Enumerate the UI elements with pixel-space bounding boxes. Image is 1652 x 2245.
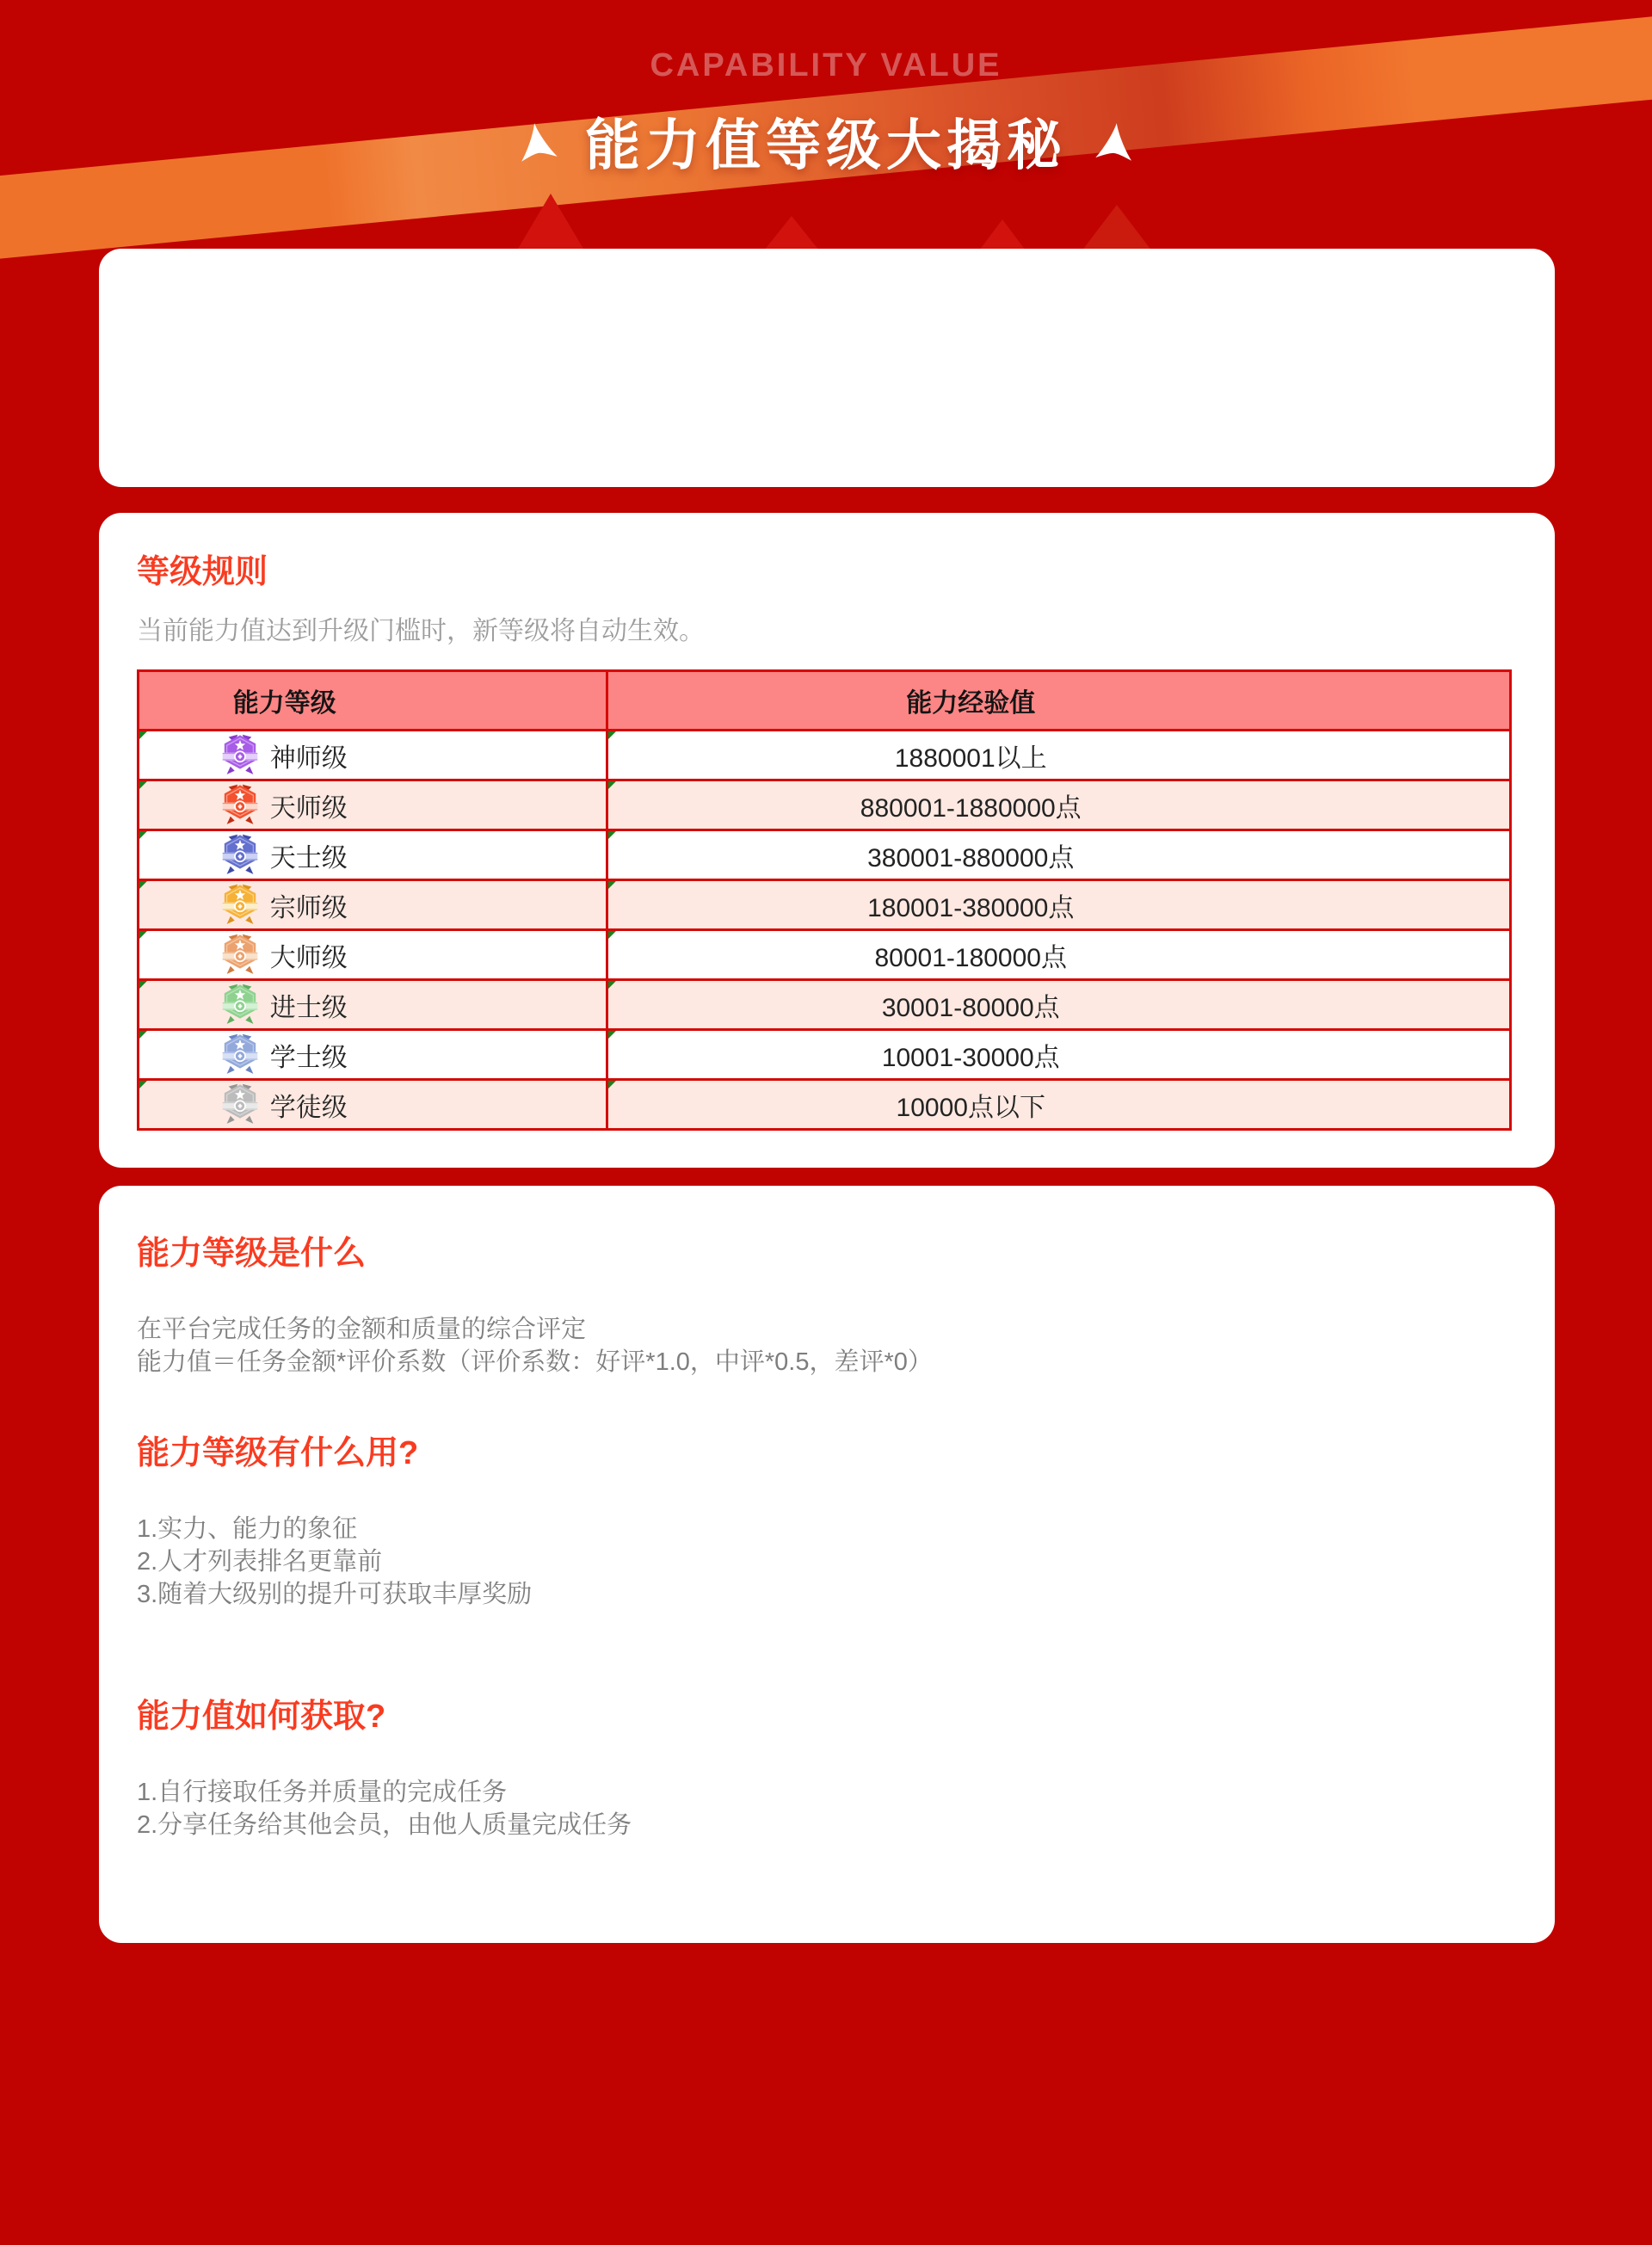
badge-level-bronze-icon <box>222 934 258 976</box>
rules-card <box>99 513 1555 1168</box>
table-row <box>139 880 1511 930</box>
paper-plane-icon <box>1091 118 1139 164</box>
level-cell <box>139 980 607 1030</box>
rules-description: 当前能力值达到升级门槛时，新等级将自动生效。 <box>137 617 705 645</box>
rules-heading: 等级规则 <box>137 554 268 590</box>
level-cell <box>139 1030 607 1080</box>
level-cell <box>139 731 607 780</box>
info-sections <box>99 1186 1555 1841</box>
badge-level-purple-icon <box>222 734 258 776</box>
info-heading: 能力值如何获取? <box>137 1699 386 1735</box>
banner-eyebrow: CAPABILITY VALUE <box>650 47 1002 83</box>
level-cell <box>139 930 607 980</box>
info-heading: 能力等级是什么 <box>137 1236 367 1272</box>
level-range: 380001-880000点 <box>607 830 1511 880</box>
banner-title-row <box>0 102 1652 181</box>
level-table-body <box>139 731 1511 1130</box>
info-section <box>137 1234 1503 1378</box>
badge-level-gold-icon <box>222 884 258 926</box>
level-name: 天师级 <box>269 793 348 823</box>
badge-level-red-icon <box>222 784 258 826</box>
level-table-header-row <box>139 671 1511 731</box>
column-header-level: 能力等级 <box>139 671 607 731</box>
banner <box>0 0 1652 258</box>
info-line: 2.人才列表排名更靠前 <box>137 1548 383 1576</box>
level-name: 进士级 <box>269 993 348 1022</box>
level-cell <box>139 880 607 930</box>
info-lines <box>137 1313 1503 1378</box>
table-row <box>139 1030 1511 1080</box>
level-name: 学士级 <box>269 1043 348 1072</box>
table-row <box>139 980 1511 1030</box>
info-line: 1.实力、能力的象征 <box>137 1515 358 1543</box>
level-cell <box>139 1080 607 1130</box>
level-table <box>137 669 1512 1131</box>
table-row <box>139 1080 1511 1130</box>
info-lines <box>137 1776 1503 1841</box>
badge-level-blue-icon <box>222 834 258 876</box>
level-cell <box>139 830 607 880</box>
level-name: 学徒级 <box>269 1093 348 1122</box>
level-name: 神师级 <box>269 743 348 773</box>
paper-plane-icon <box>512 117 562 166</box>
level-range: 10000点以下 <box>607 1080 1511 1130</box>
level-range: 180001-380000点 <box>607 880 1511 930</box>
level-name: 天士级 <box>269 843 348 873</box>
info-line: 在平台完成任务的金额和质量的综合评定 <box>137 1316 587 1343</box>
level-range: 1880001以上 <box>607 731 1511 780</box>
info-line: 1.自行接取任务并质量的完成任务 <box>137 1779 508 1806</box>
badge-level-gray-icon <box>222 1083 258 1126</box>
table-row <box>139 930 1511 980</box>
level-range: 80001-180000点 <box>607 930 1511 980</box>
table-row <box>139 780 1511 830</box>
level-cell <box>139 780 607 830</box>
table-row <box>139 731 1511 780</box>
info-card <box>99 1186 1555 1943</box>
page-title: 能力值等级大揭秘 <box>585 114 1067 176</box>
hero-card <box>99 249 1555 487</box>
badge-level-slate-icon <box>222 1033 258 1076</box>
info-line: 能力值＝任务金额*评价系数（评价系数：好评*1.0，中评*0.5，差评*0） <box>137 1348 933 1376</box>
info-line: 2.分享任务给其他会员，由他人质量完成任务 <box>137 1811 632 1839</box>
level-name: 大师级 <box>269 943 348 972</box>
badge-level-green-icon <box>222 984 258 1026</box>
level-range: 880001-1880000点 <box>607 780 1511 830</box>
level-range: 10001-30000点 <box>607 1030 1511 1080</box>
info-section <box>137 1434 1503 1611</box>
table-row <box>139 830 1511 880</box>
info-lines <box>137 1513 1503 1611</box>
level-name: 宗师级 <box>269 893 348 922</box>
info-section <box>137 1697 1503 1841</box>
info-line: 3.随着大级别的提升可获取丰厚奖励 <box>137 1581 533 1608</box>
column-header-exp: 能力经验值 <box>607 671 1511 731</box>
info-heading: 能力等级有什么用? <box>137 1435 419 1471</box>
level-range: 30001-80000点 <box>607 980 1511 1030</box>
